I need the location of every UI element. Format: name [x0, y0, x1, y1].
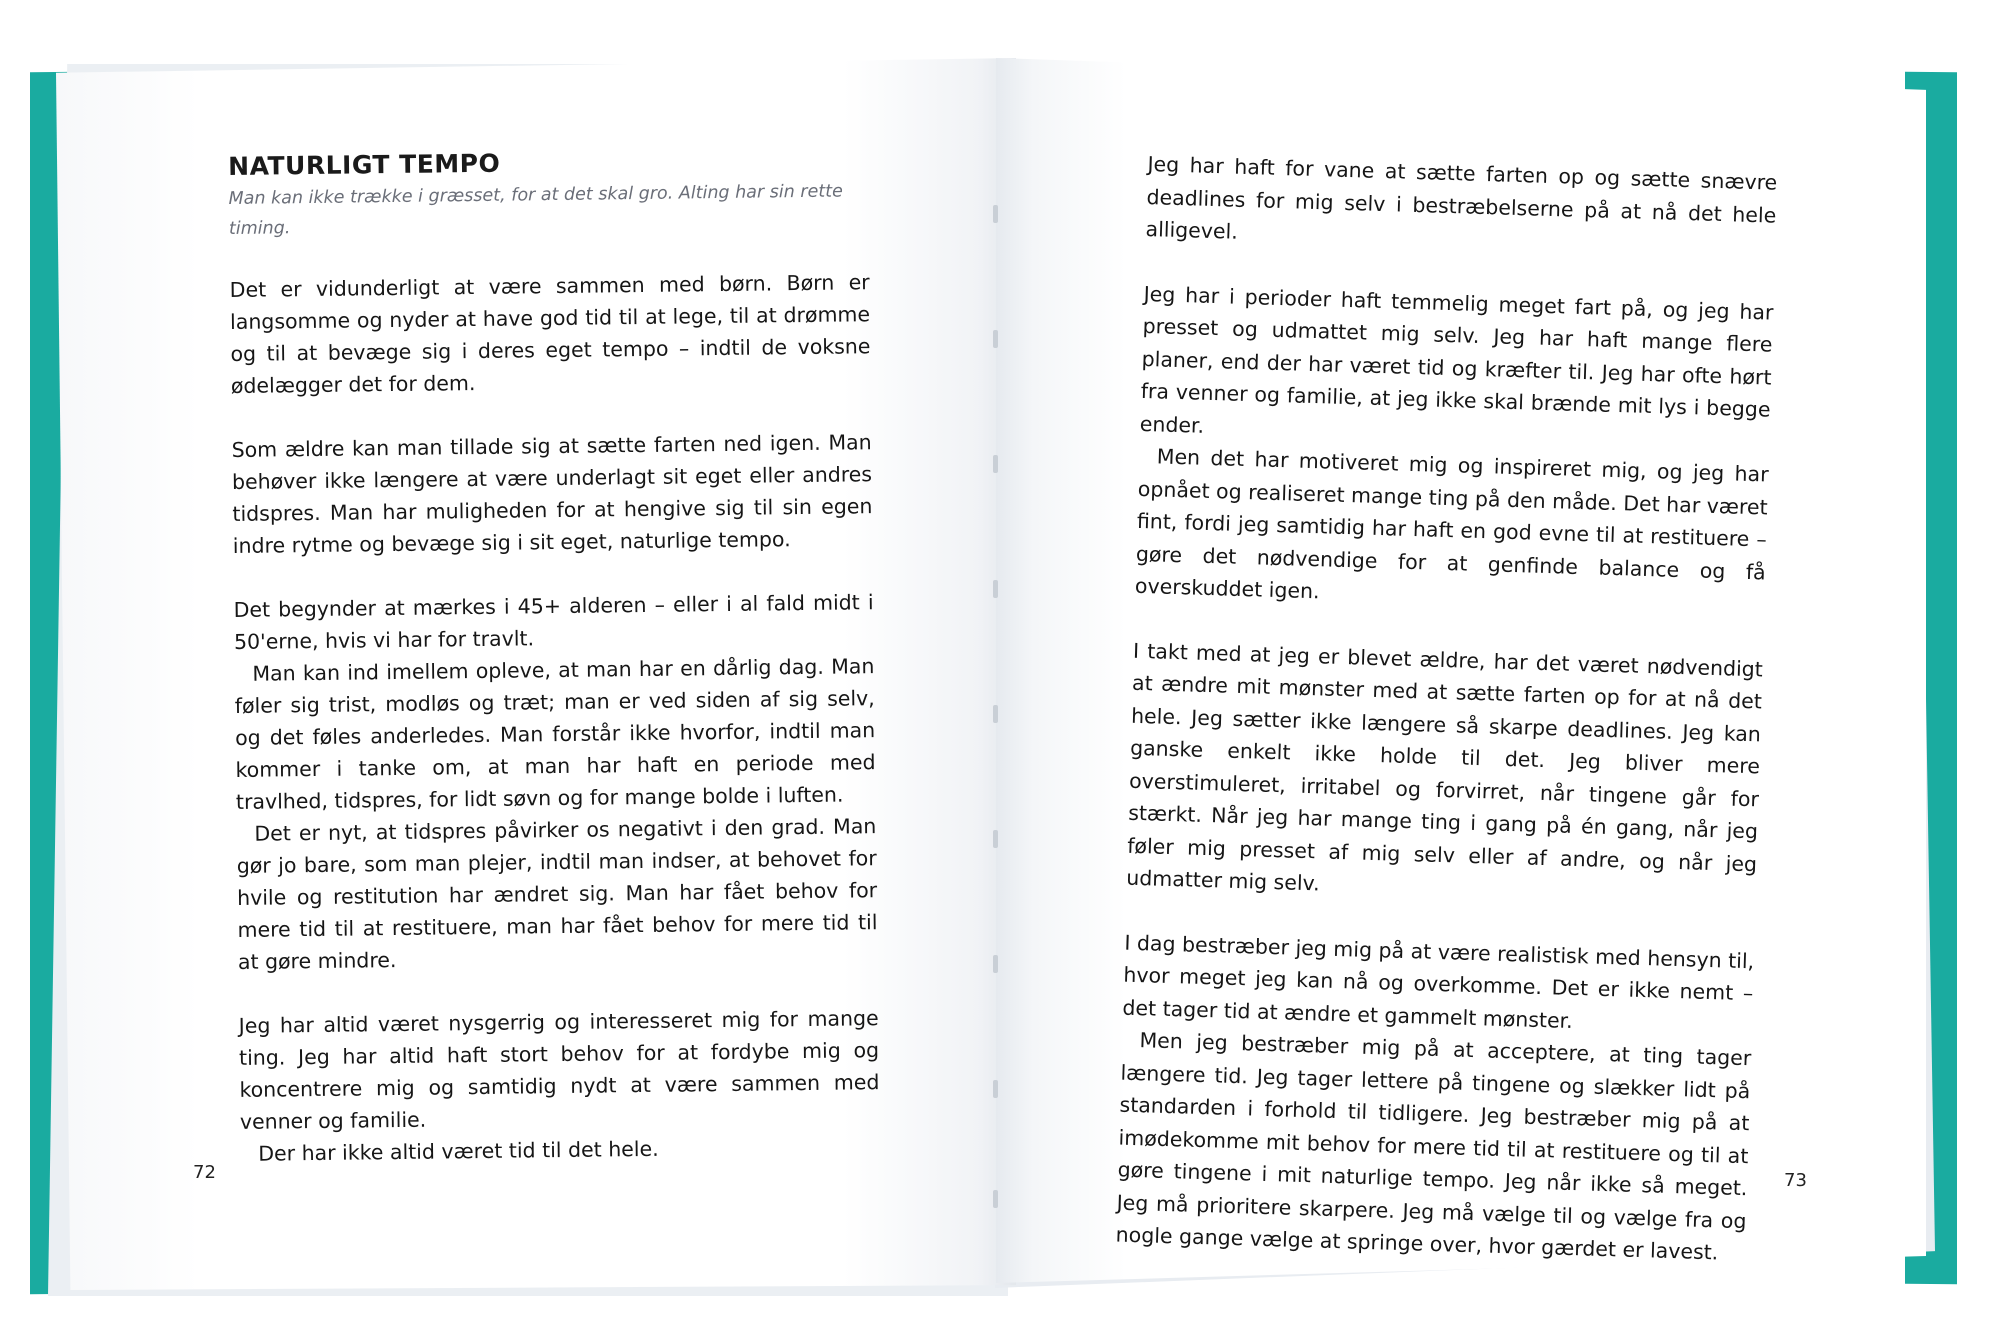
paragraph: Det er nyt, at tidspres påvirker os negativt i den grad. Man gør jo bare, som man plejer, indtil man indser, at behovet for hvile og restitution har ændret sig. Man har fået behov for mere tid til at restituere, man har fået behov for mere tid til at gøre mindre.: [236, 814, 878, 974]
paragraph: Man kan ind imellem opleve, at man har en dårlig dag. Man føler sig trist, modløs og træt; man er ved siden af sig selv, og det føles anderledes. Man forstår ikke hvorfor, indtil man kommer i tanke om, at man har haft en periode med travlhed, tidspres, for lidt søvn og for mange bolde i luften.: [234, 654, 876, 814]
binding-stitch: [993, 955, 998, 973]
right-page-text: [1115, 148, 1777, 1270]
paragraph: Som ældre kan man tillade sig at sætte farten ned igen. Man behøver ikke længere at være underlagt sit eget eller andres tidspres. Man har muligheden for at hengive sig til sin egen indre rytme og bevæge sig i sit eget, naturlige tempo.: [231, 430, 873, 558]
paragraph: Men det har motiveret mig og inspireret mig, og jeg har opnået og realiseret mange ting på den måde. Det har været fint, fordi jeg samtidig har haft en god evne til at restituere – gøre det nødvendige for at genfinde balance og få overskuddet igen.: [1134, 444, 1769, 604]
binding-stitch: [993, 1080, 998, 1098]
left-page-text: [228, 142, 880, 1170]
paragraph: Jeg har i perioder haft temmelig meget fart på, og jeg har presset og udmattet mig selv. Jeg har haft mange flere planer, end der har været tid og kræfter til. Jeg har ofte hørt fra venner og familie, at jeg ikke skal brænde mit lys i begge ender.: [1139, 281, 1774, 438]
binding-stitch: [993, 705, 998, 723]
binding-stitch: [993, 580, 998, 598]
paragraph: I dag bestræber jeg mig på at være realistisk med hensyn til, hvor meget jeg kan nå og overkomme. Det er ikke nemt – det tager tid at ændre et gammelt mønster.: [1122, 930, 1755, 1033]
chapter-subheading: Man kan ikke trække i græsset, for at det skal gro. Alting har sin rette timing.: [228, 181, 843, 239]
binding-stitch: [993, 830, 998, 848]
paragraph: Det begynder at mærkes i 45+ alderen – eller i al fald midt i 50'erne, hvis vi har for travlt.: [233, 590, 874, 654]
binding-stitch: [993, 1190, 998, 1208]
page-number-right: 73: [1784, 1170, 1807, 1191]
page-number-left: 72: [193, 1162, 216, 1183]
paragraph: Det er vidunderligt at være sammen med børn. Børn er langsomme og nyder at have god tid til at lege, til at drømme og til at bevæge sig i deres eget tempo – indtil de voksne ødelægger det for dem.: [229, 270, 871, 398]
binding-stitch: [993, 455, 998, 473]
paragraph: I takt med at jeg er blevet ældre, har det været nødvendigt at ændre mit mønster med at sætte farten op for at nå det hele. Jeg sætter ikke længere så skarpe deadlines. Jeg kan ganske enkelt ikke holde til det. Jeg bliver mere overstimuleret, irritabel og forvirret, når tingene går for stærkt. Når jeg har mange ting i gang på én gang, når jeg føler mig presset af mig selv eller af andre, og når jeg udmatter mig selv.: [1125, 638, 1764, 896]
binding-stitch: [993, 330, 998, 348]
binding-stitch: [993, 205, 998, 223]
chapter-heading: NATURLIGT TEMPO: [228, 148, 501, 181]
paragraph: Men jeg bestræber mig på at acceptere, at ting tager længere tid. Jeg tager lettere på tingene og slækker lidt på standarden i forhold til tidligere. Jeg bestræber mig på at imødekomme mit behov for mere tid til at restituere og til at gøre tingene i mit naturlige tempo. Jeg når ikke så meget. Jeg må prioritere skarpere. Jeg må vælge til og vælge fra og nogle gange vælge at springe over, hvor gærdet er lavest.: [1115, 1028, 1752, 1265]
paragraph: Jeg har haft for vane at sætte farten op og sætte snævre deadlines for mig selv i bestræbelserne på at nå det hele alligevel.: [1145, 151, 1778, 244]
paragraph: Der har ikke altid været tid til det hele.: [258, 1136, 659, 1166]
paragraph: Jeg har altid været nysgerrig og interesseret mig for mange ting. Jeg har altid haft stort behov for at fordybe mig og koncentrere mig og samtidig nydt at være sammen med venner og familie.: [238, 1006, 880, 1134]
